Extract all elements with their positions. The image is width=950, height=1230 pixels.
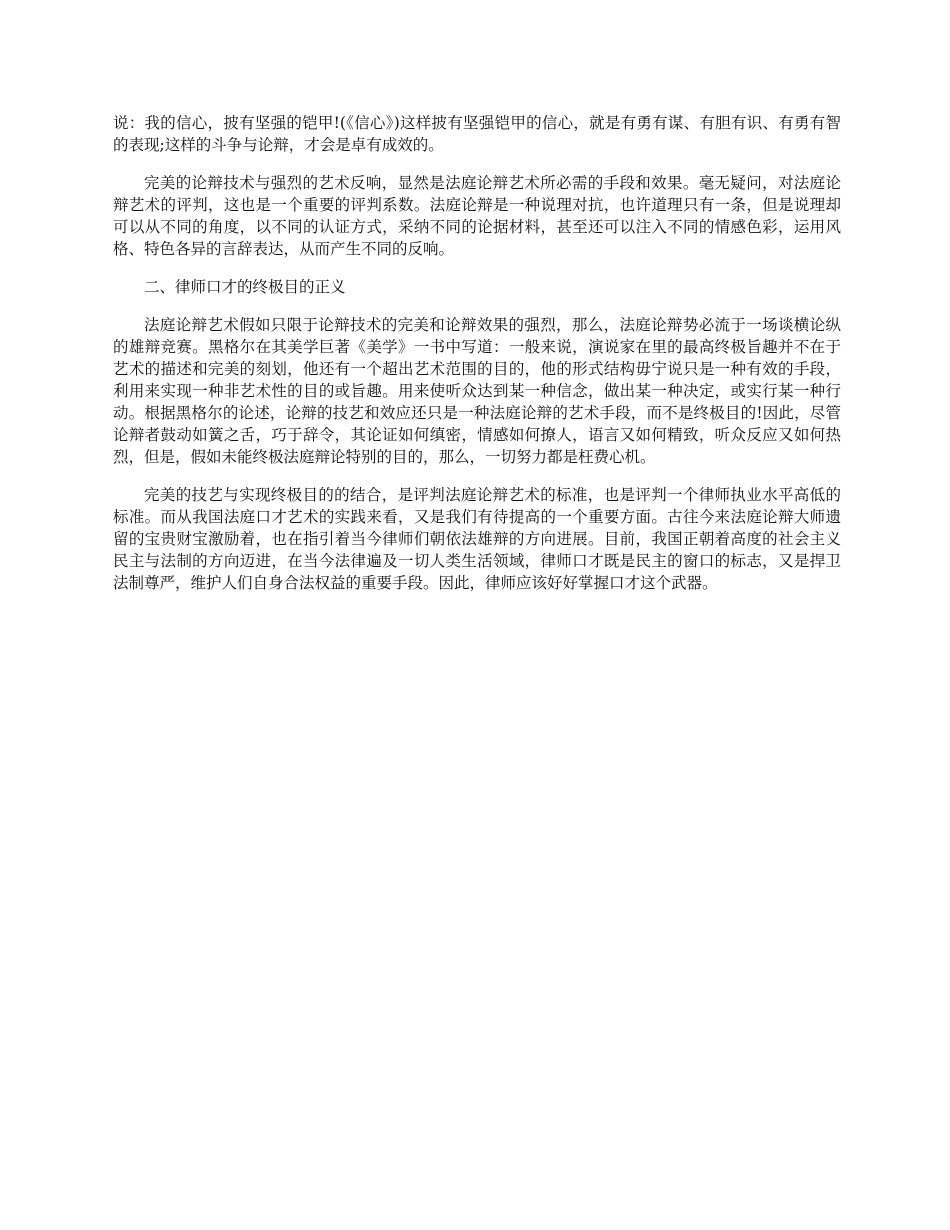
- paragraph-debate-technique: 完美的论辩技术与强烈的艺术反响，显然是法庭论辩艺术所必需的手段和效果。毫无疑问，对法庭论辩艺术的评判，这也是一个重要的评判系数。法庭论辩是一种说理对抗，也许道理只有一条，但是说理却可以从不同的角度，以不同的认证方式，采纳不同的论据材料，甚至还可以注入不同的情感色彩，运用风格、特色各异的言辞表达，从而产生不同的反响。: [113, 174, 841, 258]
- paragraph-conclusion: 完美的技艺与实现终极目的的结合，是评判法庭论辩艺术的标准，也是评判一个律师执业水平高低的标准。而从我国法庭口才艺术的实践来看，又是我们有待提高的一个重要方面。古往今来法庭论辩大师遗留的宝贵财宝激励着，也在指引着当今律师们朝依法雄辩的方向进展。目前，我国正朝着高度的社会主义民主与法制的方向迈进，在当今法律遍及一切人类生活领域，律师口才既是民主的窗口的标志，又是捍卫法制尊严，维护人们自身合法权益的重要手段。因此，律师应该好好掌握口才这个武器。: [113, 486, 841, 592]
- section-heading: 二、律师口才的终极目的正义: [144, 278, 346, 296]
- paragraph-continuation: 说：我的信心，披有坚强的铠甲!(《信心》)这样披有坚强铠甲的信心，就是有勇有谋、有胆有识、有勇有智的表现;这样的斗争与论辩，才会是卓有成效的。: [113, 114, 841, 154]
- paragraph-hegel: 法庭论辩艺术假如只限于论辩技术的完美和论辩效果的强烈，那么，法庭论辩势必流于一场谈横论纵的雄辩竞赛。黑格尔在其美学巨著《美学》一书中写道：一般来说，演说家在里的最高终极旨趣并不在于艺术的描述和完美的刻划，他还有一个超出艺术范围的目的，他的形式结构毋宁说只是一种有效的手段，利用来实现一种非艺术性的目的或旨趣。用来使听众达到某一种信念，做出某一种决定，或实行某一种行动。根据黑格尔的论述，论辩的技艺和效应还只是一种法庭论辩的艺术手段，而不是终极目的!因此，尽管论辩者鼓动如簧之舌，巧于辞令，其论证如何缜密，情感如何撩人，语言又如何精致，听众反应又如何热烈，但是，假如未能终极法庭辩论特别的目的，那么，一切努力都是枉费心机。: [113, 316, 841, 466]
- document-page: [113, 112, 841, 610]
